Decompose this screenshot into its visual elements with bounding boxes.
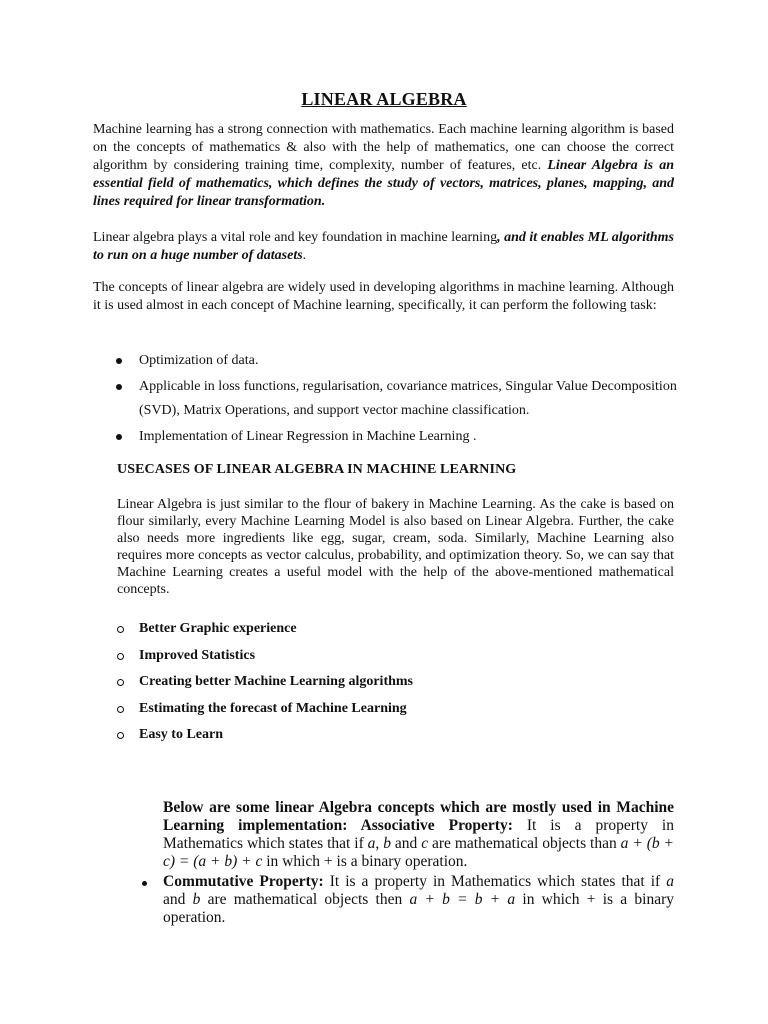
bullet-icon <box>116 358 122 364</box>
intro-paragraph <box>93 121 674 211</box>
associative-paragraph <box>163 799 674 871</box>
usecases-heading: USECASES OF LINEAR ALGEBRA IN MACHINE LEARNING <box>117 462 517 477</box>
comm-bold: Commutative Property: <box>163 873 324 890</box>
task-text: Optimization of data. <box>139 353 259 368</box>
tasks-list <box>93 349 683 449</box>
list-item <box>93 349 683 373</box>
bullet-icon <box>116 384 122 390</box>
concepts-paragraph: The concepts of linear algebra are widely used in developing algorithms in machine learning. Although it is used almost in each concept of Machine learning, specifically, it can perform the following task: <box>93 280 674 313</box>
comm-var-b: b <box>192 891 201 908</box>
list-item <box>117 646 413 673</box>
comm-formula: a + b = b + a <box>409 891 516 908</box>
circle-bullet-icon <box>117 653 124 660</box>
list-item <box>93 375 683 423</box>
assoc-text-3: in which + is a binary operation. <box>262 853 468 870</box>
circle-bullet-icon <box>117 732 124 739</box>
bullet-icon <box>116 434 122 440</box>
bullet-icon <box>142 881 147 886</box>
commutative-paragraph <box>163 873 674 927</box>
circle-bullet-icon <box>117 679 124 686</box>
concepts-intro-bold: Below are some linear Algebra concepts which are mostly used in Machine Learning implementation: Associative Property: <box>163 799 674 834</box>
benefit-text: Creating better Machine Learning algorithms <box>139 674 414 689</box>
comm-text-1: It is a property in Mathematics which states that if <box>323 873 667 890</box>
var-c: c <box>421 835 429 852</box>
comm-text-3: are mathematical objects then <box>200 891 410 908</box>
assoc-text-1: It is a property in Mathematics which states that if <box>163 817 674 852</box>
list-item <box>117 699 413 726</box>
page-title: LINEAR ALGEBRA <box>301 89 467 109</box>
benefit-text: Easy to Learn <box>139 727 223 742</box>
assoc-formula: a + (b + c) = (a + b) + c <box>163 835 674 870</box>
list-item <box>93 425 683 449</box>
comm-var-a: a <box>666 873 674 890</box>
task-text: Applicable in loss functions, regularisation, covariance matrices, Singular Value Decomposition (SVD), Matrix Operations, and support vector machine classification. <box>139 379 677 418</box>
circle-bullet-icon <box>117 706 124 713</box>
benefit-text: Estimating the forecast of Machine Learning <box>139 700 407 716</box>
circle-bullet-icon <box>117 626 124 633</box>
sep-2: and <box>390 835 422 852</box>
comm-text-4: in which + is a binary operation. <box>163 891 674 926</box>
sep-1: , <box>375 835 384 852</box>
list-item <box>117 619 413 646</box>
list-item <box>117 725 413 752</box>
benefit-text: Improved Statistics <box>139 647 256 663</box>
role-paragraph <box>93 229 674 265</box>
comm-text-2: and <box>163 891 193 908</box>
intro-emphasis: Linear Algebra is an essential field of mathematics, which defines the study of vectors, matrices, planes, mapping, and lines required for linear transformation. <box>93 158 674 209</box>
var-b: b <box>383 835 391 852</box>
assoc-text-2: are mathematical objects than <box>428 835 621 852</box>
role-end: . <box>302 248 307 263</box>
usecases-paragraph: Linear Algebra is just similar to the flour of bakery in Machine Learning. As the cake is based on flour similarly, every Machine Learning Model is also based on Linear Algebra. Further, the cake also needs more ingredients like egg, sugar, cream, soda. Similarly, Machine Learning also requires more concepts as vector calculus, probability, and optimization theory. So, we can say that Machine Learning creates a useful model with the help of the above-mentioned mathematical concepts. <box>117 497 674 597</box>
intro-text: Machine learning has a strong connection with mathematics. Each machine learning algorithm is based on the concepts of mathematics & also with the help of mathematics, one can choose the correct algorithm by considering training time, complexity, number of features, etc. <box>93 122 674 173</box>
var-a: a <box>367 835 376 852</box>
benefits-list <box>117 619 413 752</box>
role-text: Linear algebra plays a vital role and key foundation in machine learning <box>93 230 498 245</box>
benefit-text: Better Graphic experience <box>139 621 297 636</box>
role-emphasis: , and it enables ML algorithms to run on a huge number of datasets <box>93 230 674 263</box>
task-text: Implementation of Linear Regression in Machine Learning . <box>139 429 477 444</box>
list-item <box>117 672 413 699</box>
